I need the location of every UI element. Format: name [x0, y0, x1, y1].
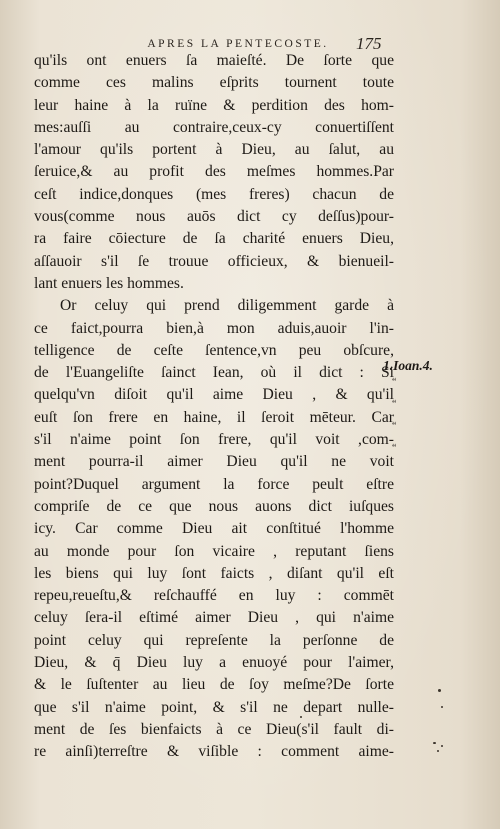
text-line: & le ſuſtenter au lieu de ſoy meſme?De ſorte [34, 676, 394, 694]
quote-mark: “ [392, 421, 397, 432]
text-line: ment de ſes bienfaicts à ce Dieu(s'il fault di- [34, 720, 394, 738]
text-line: telligence de ceſte ſentence,vn peu obſcure, [34, 341, 394, 359]
text-line: ce faict,pourra bien,à mon aduis,auoir l'in- [34, 319, 394, 337]
quote-mark: “ [392, 377, 397, 388]
text-line: euſt ſon frere en haine, il ſeroit mēteur. Car [34, 408, 394, 426]
text-line: quelqu'vn diſoit qu'il aime Dieu , & qu'il [34, 386, 394, 404]
text-line: au monde pour ſon vicaire , reputant ſiens [34, 542, 394, 560]
text-line: l'amour qu'ils portent à Dieu, au ſalut, au [34, 141, 394, 159]
text-line: qu'ils ont enuers ſa maieſté. De ſorte que [34, 52, 394, 69]
margin-reference: 1.Ioan.4. [383, 358, 433, 373]
text-line: aſſauoir s'il ſe trouue officieux, & bienueil- [34, 252, 394, 270]
text-line: de l'Euangeliſte ſainct Iean, où il dict : Si [34, 364, 394, 382]
body-text [34, 50, 397, 764]
text-line: ment pourra-il aimer Dieu qu'il ne voit [34, 453, 394, 471]
page-number: 175 [356, 34, 382, 53]
ink-spot [441, 706, 443, 708]
ink-spot [437, 750, 439, 752]
text-line: repeu,reueſtu,& reſchauffé en luy : commēt [34, 587, 394, 605]
quote-mark: “ [392, 399, 397, 410]
text-line: icy. Car comme Dieu ait conſtitué l'homme [34, 520, 394, 538]
text-line: mes:auſſi au contraire,ceux-cy conuertiſſent [34, 118, 394, 136]
text-line: point celuy qui repreſente la perſonne de [34, 631, 394, 649]
text-line: point?Duquel argument la force peult eſtre [34, 475, 394, 493]
text-line: les biens qui luy ſont faicts , diſant qu'il eſt [34, 564, 394, 582]
ink-spot [441, 745, 443, 747]
ink-spot [433, 742, 436, 744]
text-line: ſeruice,& au profit des meſmes hommes.Par [34, 163, 394, 181]
running-head: APRES LA PENTECOSTE. [147, 38, 329, 50]
ink-spot [438, 689, 441, 692]
text-line: celuy ſera-il eſtimé aimer Dieu , qui n'aime [34, 609, 394, 627]
quote-mark: “ [392, 443, 397, 454]
text-line: Dieu, & q̄ Dieu luy a enuoyé pour l'aimer, [34, 654, 394, 672]
text-line: que s'il n'aime point, & s'il ne depart nulle- [34, 698, 394, 716]
text-line: leur haine à la ruïne & perdition des hom- [34, 96, 394, 114]
text-line: s'il n'aime point ſon frere, qu'il voit ,com- [34, 431, 394, 449]
ink-spot [300, 716, 302, 718]
text-line: compriſe de ce que nous auons dict iuſques [34, 497, 394, 515]
text-line: comme ces malins eſprits tournent toute [34, 74, 394, 92]
text-line: ceſt indice,donques (mes freres) chacun de [34, 185, 394, 203]
text-line: vous(comme nous auōs dict cy deſſus)pour- [34, 208, 394, 226]
text-line: re ainſi)terreſtre & viſible : comment aime- [34, 743, 394, 761]
text-line: ra faire cōiecture de ſa charité enuers Dieu, [34, 230, 394, 248]
text-line: lant enuers les hommes. [34, 274, 184, 292]
text-line: Or celuy qui prend diligemment garde à [60, 297, 394, 315]
